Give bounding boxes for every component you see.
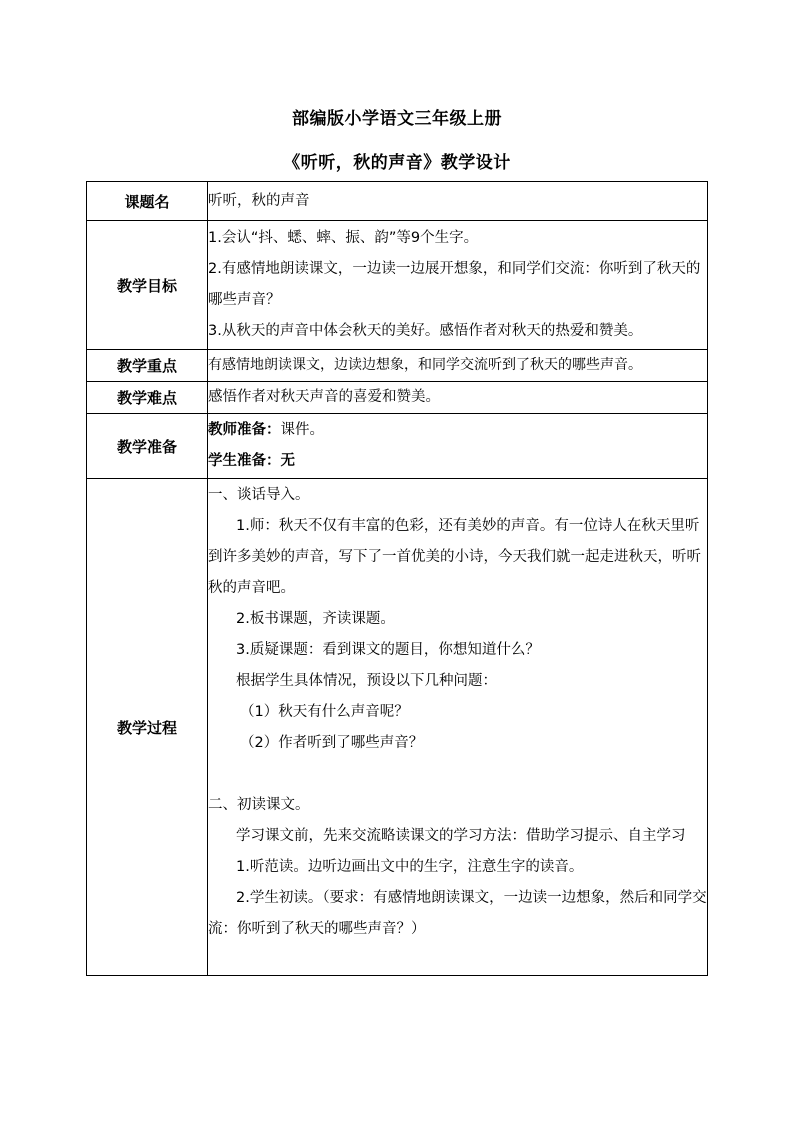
goal-item-3: 3.从秋天的声音中体会秋天的美好。感悟作者对秋天的热爱和赞美。: [208, 323, 643, 339]
process-label: 教学过程: [87, 479, 208, 976]
student-prep: [208, 446, 707, 477]
focus-row: [87, 350, 708, 382]
difficulty-text: 感悟作者对秋天声音的喜爱和赞美。: [208, 389, 440, 405]
s2-paragraph-1: 学习课文前，先来交流略读课文的学习方法：借助学习提示、自主学习: [236, 828, 686, 844]
topic-value: [208, 182, 708, 221]
prep-value: [208, 414, 708, 479]
s1-question-1: （1）秋天有什么声音呢？: [240, 704, 409, 720]
s1-paragraph-1: 1.师：秋天不仅有丰富的色彩，还有美妙的声音。有一位诗人在秋天里听到许多美妙的声音，写下了一首优美的小诗，今天我们就一起走进秋天，听听秋的声音吧。: [208, 518, 701, 596]
prep-row: [87, 414, 708, 479]
document-title: 部编版小学语文三年级上册: [292, 109, 502, 129]
section1-heading: 一、谈话导入。: [208, 487, 310, 503]
focus-value: [208, 350, 708, 382]
document-subtitle: 《听听，秋的声音》教学设计: [283, 153, 511, 173]
goals-label: 教学目标: [87, 221, 208, 350]
lesson-plan-table: [86, 181, 708, 976]
topic-text: 听听，秋的声音: [208, 192, 310, 209]
student-prep-value: 无: [280, 453, 295, 469]
s1-paragraph-2: 2.板书课题，齐读课题。: [236, 611, 395, 627]
topic-label: 课题名: [87, 182, 208, 221]
prep-label: 教学准备: [87, 414, 208, 479]
spacer: [208, 759, 707, 790]
s2-paragraph-2: 1.听范读。边听边画出文中的生字，注意生字的读音。: [236, 859, 584, 875]
difficulty-row: [87, 382, 708, 414]
teacher-prep-label: 教师准备：: [208, 422, 281, 438]
goal-item-2: 2.有感情地朗读课文，一边读一边展开想象，和同学们交流：你听到了秋天的哪些声音？: [208, 261, 701, 308]
process-value: [208, 479, 708, 976]
focus-text: 有感情地朗读课文，边读边想象，和同学交流听到了秋天的哪些声音。: [208, 357, 642, 373]
s2-paragraph-3: 2.学生初读。（要求：有感情地朗读课文，一边读一边想象，然后和同学交流：你听到了秋天的哪些声音？）: [208, 890, 707, 937]
goals-row: [87, 221, 708, 350]
student-prep-label: 学生准备：: [208, 453, 281, 469]
goal-item-1: 1.会认“抖、蟋、蟀、振、韵”等9个生字。: [208, 230, 479, 246]
difficulty-value: [208, 382, 708, 414]
topic-row: [87, 182, 708, 221]
teacher-prep-value: 课件。: [280, 422, 324, 438]
goals-value: [208, 221, 708, 350]
s1-paragraph-3: 3.质疑课题：看到课文的题目，你想知道什么？: [236, 642, 540, 658]
s1-question-2: （2）作者听到了哪些声音？: [240, 735, 424, 751]
s1-paragraph-4: 根据学生具体情况，预设以下几种问题：: [236, 673, 497, 689]
section2-heading: 二、初读课文。: [208, 797, 310, 813]
difficulty-label: 教学难点: [87, 382, 208, 414]
focus-label: 教学重点: [87, 350, 208, 382]
teacher-prep: [208, 415, 707, 446]
process-row: [87, 479, 708, 976]
